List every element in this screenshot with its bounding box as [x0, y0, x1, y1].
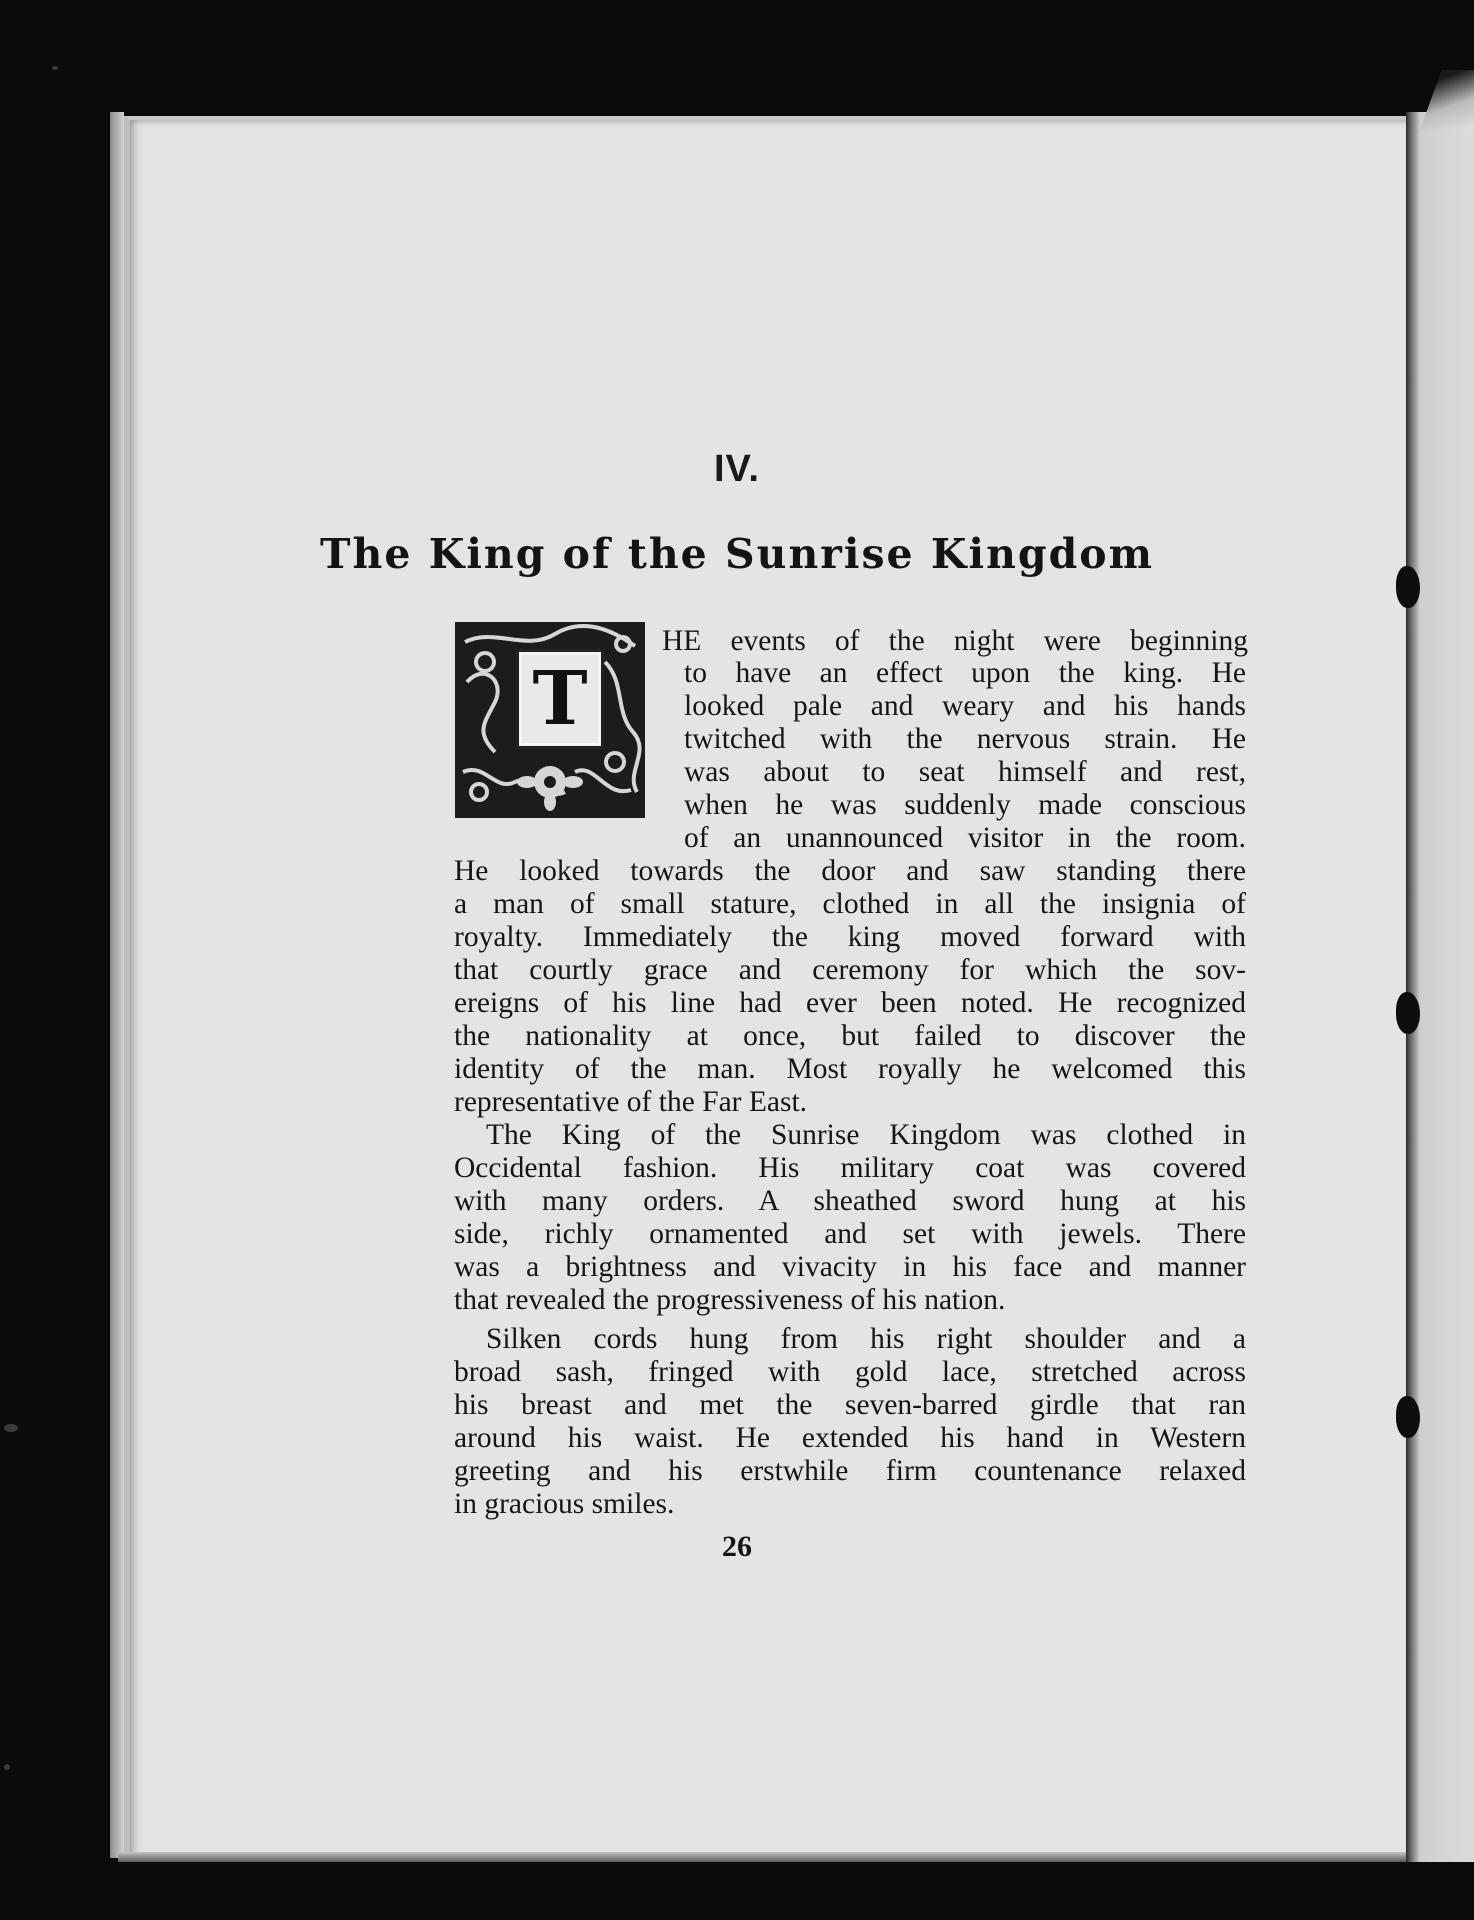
text-line: greeting and his erstwhile firm countenance relaxed: [454, 1455, 1246, 1487]
text-line: identity of the man. Most royally he welcomed this: [454, 1053, 1246, 1085]
ornamental-initial: [455, 622, 645, 818]
text-line: ereigns of his line had ever been noted. He recognized: [454, 987, 1246, 1019]
text-line: representative of the Far East.: [454, 1086, 808, 1118]
text-line: his breast and met the seven-barred girdle that ran: [454, 1389, 1246, 1421]
background-speck: [52, 66, 58, 70]
text-line: Silken cords hung from his right shoulder and a: [486, 1323, 1246, 1355]
drop-cap-letter: T: [532, 656, 588, 742]
text-line: with many orders. A sheathed sword hung at his: [454, 1185, 1246, 1217]
text-line: He looked towards the door and saw standing there: [454, 855, 1246, 887]
binding-hole: [1396, 1396, 1420, 1438]
text-line: Occidental fashion. His military coat was covered: [454, 1152, 1246, 1184]
text-line: HE events of the night were beginning: [662, 625, 1248, 657]
page-curl: [1420, 70, 1474, 130]
text-line: The King of the Sunrise Kingdom was clothed in: [486, 1119, 1246, 1151]
text-line: that revealed the progressiveness of his nation.: [454, 1284, 1006, 1316]
page-number: 26: [722, 1530, 752, 1563]
text-line: the nationality at once, but failed to discover the: [454, 1020, 1246, 1052]
binding-hole: [1396, 992, 1420, 1034]
background-speck: [4, 1424, 18, 1432]
text-line: to have an effect upon the king. He: [684, 657, 1246, 689]
text-line: when he was suddenly made conscious: [684, 789, 1246, 821]
text-line: looked pale and weary and his hands: [684, 690, 1246, 722]
text-line: of an unannounced visitor in the room.: [684, 822, 1246, 854]
chapter-number: IV.: [714, 448, 760, 490]
text-line: in gracious smiles.: [454, 1488, 675, 1520]
book-binding: [1406, 112, 1474, 1862]
text-line: royalty. Immediately the king moved forward with: [454, 921, 1246, 953]
chapter-title: The King of the Sunrise Kingdom: [320, 530, 1154, 578]
text-line: around his waist. He extended his hand in Western: [454, 1422, 1246, 1454]
page-edge: [110, 112, 124, 1858]
text-line: a man of small stature, clothed in all the insignia of: [454, 888, 1246, 920]
text-line: that courtly grace and ceremony for which the sov-: [454, 954, 1246, 986]
text-line: was a brightness and vivacity in his face and manner: [454, 1251, 1246, 1283]
text-line: broad sash, fringed with gold lace, stretched across: [454, 1356, 1246, 1388]
text-line: twitched with the nervous strain. He: [684, 723, 1246, 755]
background-speck: [4, 1764, 10, 1770]
page-edge: [118, 1852, 1418, 1862]
text-line: side, richly ornamented and set with jewels. There: [454, 1218, 1246, 1250]
text-line: was about to seat himself and rest,: [684, 756, 1246, 788]
